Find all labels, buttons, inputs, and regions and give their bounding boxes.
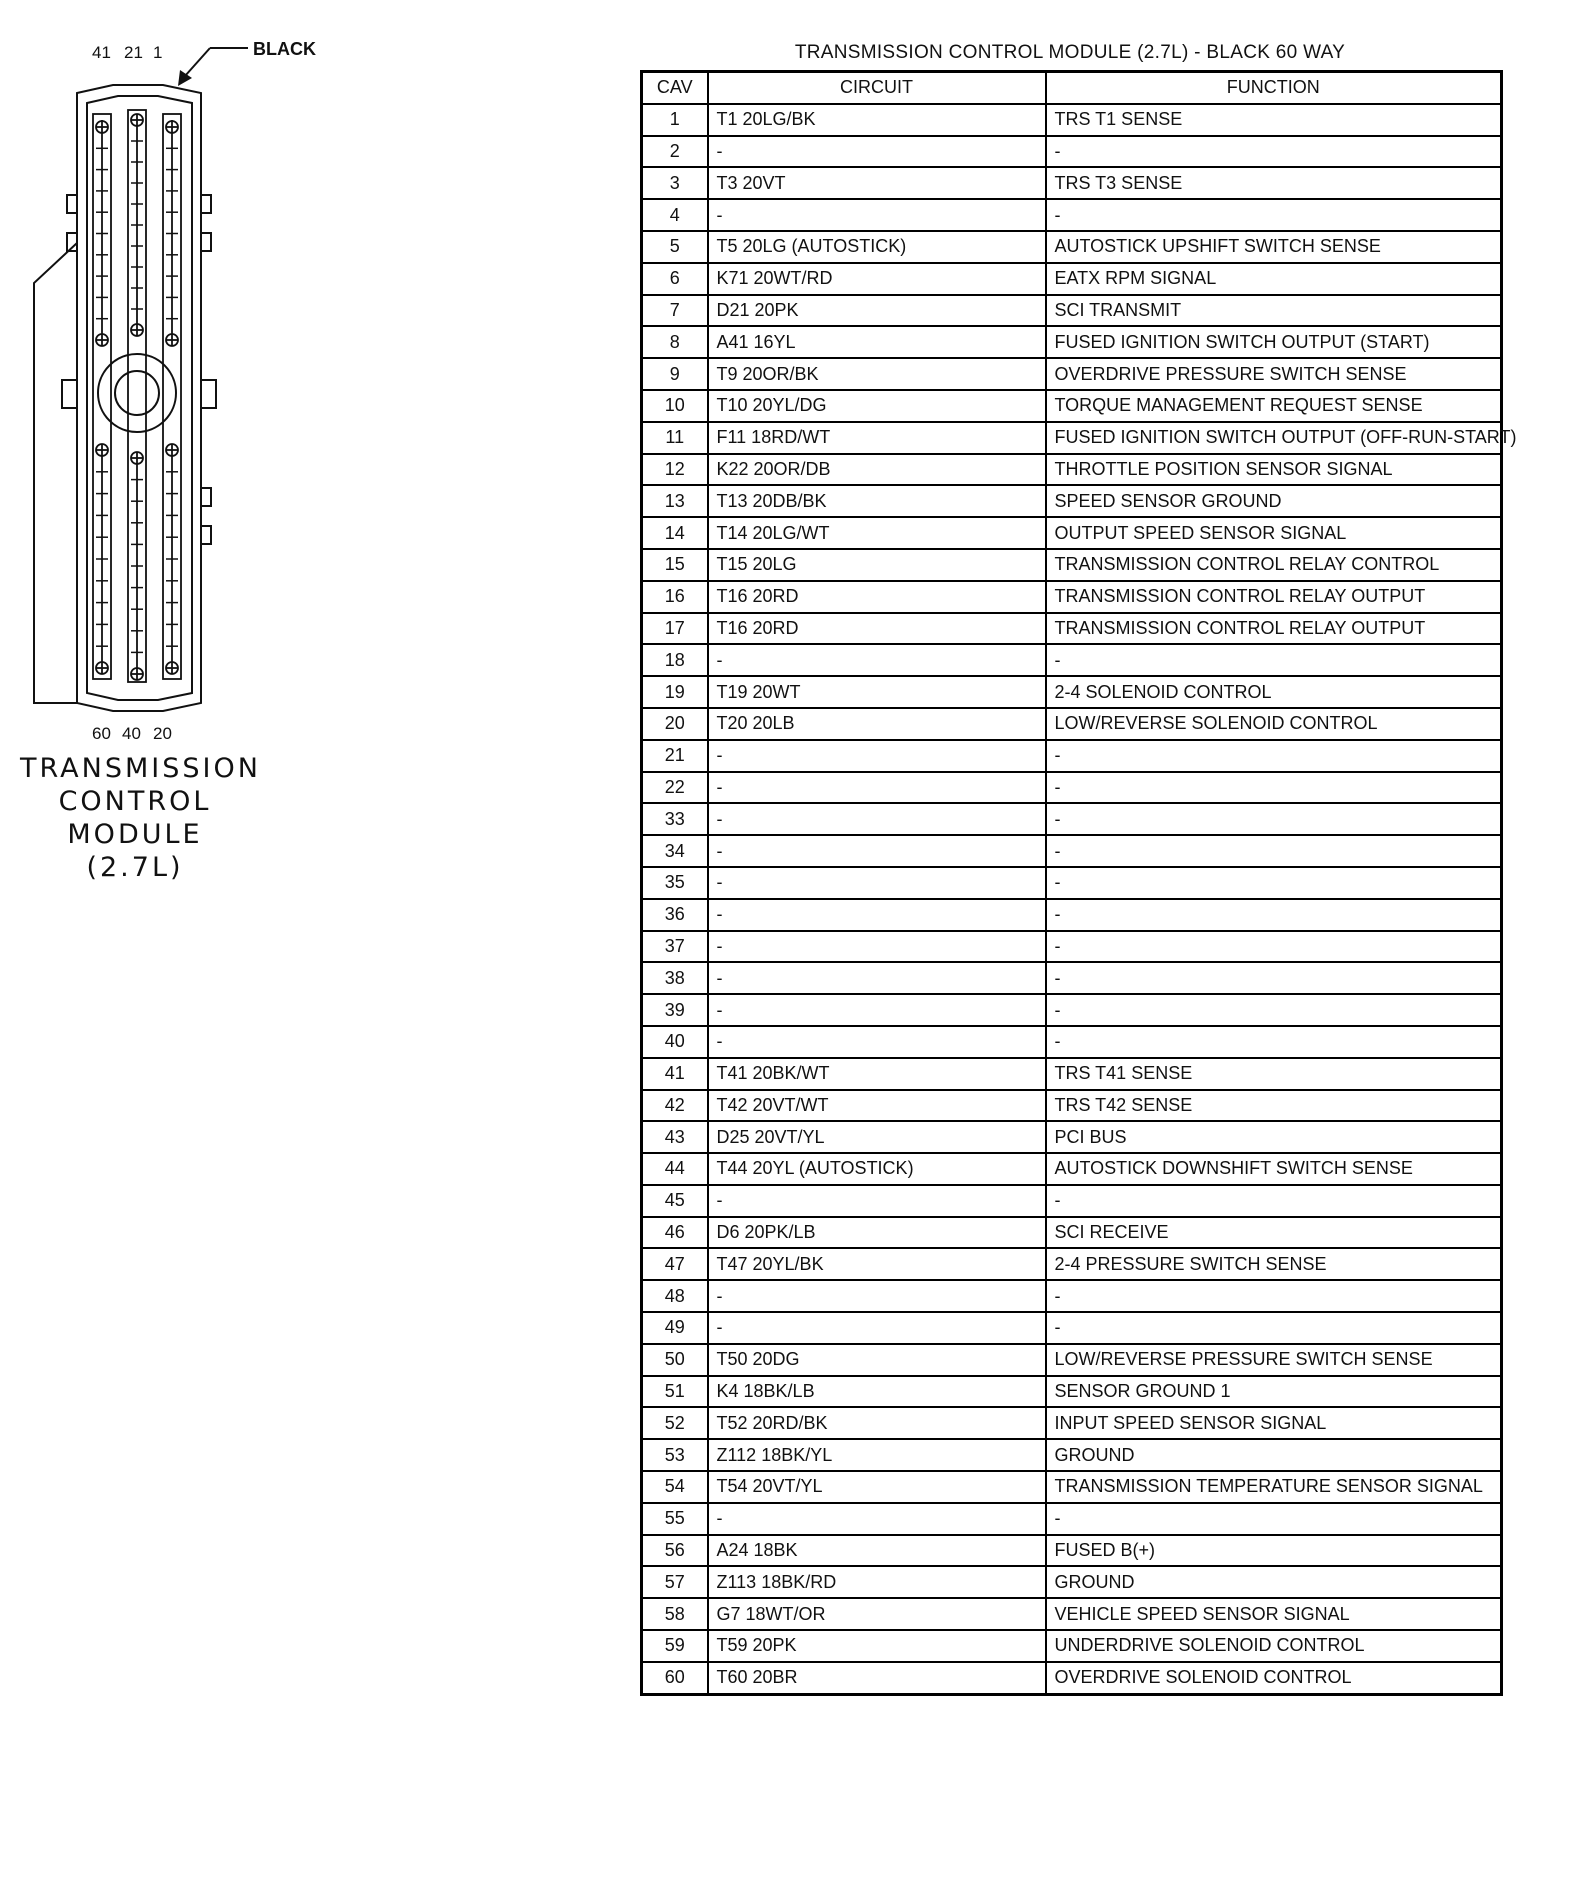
cav-cell: 39	[642, 994, 708, 1026]
cav-cell: 54	[642, 1471, 708, 1503]
cav-cell: 60	[642, 1662, 708, 1694]
cav-cell: 3	[642, 167, 708, 199]
cav-cell: 53	[642, 1439, 708, 1471]
circuit-cell: Z113 18BK/RD	[708, 1566, 1046, 1598]
circuit-cell: -	[708, 1280, 1046, 1312]
function-cell: -	[1046, 931, 1502, 963]
cav-cell: 22	[642, 772, 708, 804]
caption-line-3: MODULE	[67, 819, 203, 850]
table-row	[642, 1248, 1502, 1280]
table-row	[642, 835, 1502, 867]
cav-cell: 42	[642, 1090, 708, 1122]
circuit-cell: -	[708, 1503, 1046, 1535]
table-row	[642, 803, 1502, 835]
function-cell: -	[1046, 867, 1502, 899]
function-cell: AUTOSTICK DOWNSHIFT SWITCH SENSE	[1046, 1153, 1502, 1185]
circuit-cell: -	[708, 835, 1046, 867]
circuit-cell: -	[708, 1312, 1046, 1344]
circuit-cell: T13 20DB/BK	[708, 485, 1046, 517]
table-row	[642, 104, 1502, 136]
top-pin-label-41: 41	[92, 43, 111, 62]
connector-color-label: BLACK	[253, 39, 316, 59]
table-row	[642, 1217, 1502, 1249]
function-cell: FUSED B(+)	[1046, 1535, 1502, 1567]
function-cell: 2-4 SOLENOID CONTROL	[1046, 676, 1502, 708]
cav-cell: 10	[642, 390, 708, 422]
table-row	[642, 454, 1502, 486]
cav-cell: 2	[642, 136, 708, 168]
table-row	[642, 1407, 1502, 1439]
function-cell: SCI RECEIVE	[1046, 1217, 1502, 1249]
circuit-cell: T50 20DG	[708, 1344, 1046, 1376]
function-cell: -	[1046, 899, 1502, 931]
table-row	[642, 613, 1502, 645]
circuit-cell: T5 20LG (AUTOSTICK)	[708, 231, 1046, 263]
function-cell: TRS T42 SENSE	[1046, 1090, 1502, 1122]
table-row	[642, 676, 1502, 708]
cav-cell: 11	[642, 422, 708, 454]
header-circuit: CIRCUIT	[708, 72, 1046, 104]
cav-cell: 21	[642, 740, 708, 772]
table-row	[642, 167, 1502, 199]
connector-body	[34, 85, 216, 711]
circuit-cell: T15 20LG	[708, 549, 1046, 581]
circuit-cell: -	[708, 740, 1046, 772]
function-cell: TRS T41 SENSE	[1046, 1058, 1502, 1090]
cav-cell: 59	[642, 1630, 708, 1662]
pin-columns	[93, 110, 181, 682]
circuit-cell: T3 20VT	[708, 167, 1046, 199]
table-row	[642, 1376, 1502, 1408]
circuit-cell: -	[708, 867, 1046, 899]
function-cell: VEHICLE SPEED SENSOR SIGNAL	[1046, 1598, 1502, 1630]
table-row	[642, 390, 1502, 422]
table-row	[642, 1344, 1502, 1376]
table-row	[642, 295, 1502, 327]
bottom-pin-label-20: 20	[153, 724, 172, 743]
table-row	[642, 1090, 1502, 1122]
circuit-cell: T41 20BK/WT	[708, 1058, 1046, 1090]
table-row	[642, 1662, 1502, 1694]
function-cell: 2-4 PRESSURE SWITCH SENSE	[1046, 1248, 1502, 1280]
cav-cell: 46	[642, 1217, 708, 1249]
pinout-table	[640, 70, 1517, 1696]
cav-cell: 1	[642, 104, 708, 136]
bottom-pin-label-40: 40	[122, 724, 141, 743]
circuit-cell: A41 16YL	[708, 326, 1046, 358]
table-row	[642, 1058, 1502, 1090]
table-row	[642, 1312, 1502, 1344]
function-cell: TRS T3 SENSE	[1046, 167, 1502, 199]
table-row	[642, 1280, 1502, 1312]
cav-cell: 16	[642, 581, 708, 613]
function-cell: OVERDRIVE SOLENOID CONTROL	[1046, 1662, 1502, 1694]
table-row	[642, 867, 1502, 899]
table-row	[642, 708, 1502, 740]
cav-cell: 58	[642, 1598, 708, 1630]
table-title: TRANSMISSION CONTROL MODULE (2.7L) - BLACK 60 WAY	[794, 42, 1346, 63]
circuit-cell: T20 20LB	[708, 708, 1046, 740]
connector-diagram	[20, 30, 320, 743]
cav-cell: 35	[642, 867, 708, 899]
function-cell: UNDERDRIVE SOLENOID CONTROL	[1046, 1630, 1502, 1662]
circuit-cell: A24 18BK	[708, 1535, 1046, 1567]
function-cell: PCI BUS	[1046, 1121, 1502, 1153]
function-cell: TRANSMISSION CONTROL RELAY CONTROL	[1046, 549, 1502, 581]
caption-line-4: (2.7L)	[86, 852, 184, 883]
color-pointer-arrow	[178, 48, 248, 86]
circuit-cell: T60 20BR	[708, 1662, 1046, 1694]
circuit-cell: -	[708, 1185, 1046, 1217]
circuit-cell: -	[708, 994, 1046, 1026]
table-row	[642, 931, 1502, 963]
table-row	[642, 1121, 1502, 1153]
header-function: FUNCTION	[1046, 72, 1502, 104]
cav-cell: 6	[642, 263, 708, 295]
function-cell: FUSED IGNITION SWITCH OUTPUT (OFF-RUN-START)	[1046, 422, 1502, 454]
function-cell: EATX RPM SIGNAL	[1046, 263, 1502, 295]
cav-cell: 55	[642, 1503, 708, 1535]
caption-line-2: CONTROL	[58, 786, 212, 817]
cav-cell: 8	[642, 326, 708, 358]
table-row	[642, 962, 1502, 994]
top-pin-label-21: 21	[124, 43, 143, 62]
function-cell: LOW/REVERSE SOLENOID CONTROL	[1046, 708, 1502, 740]
function-cell: GROUND	[1046, 1566, 1502, 1598]
function-cell: -	[1046, 644, 1502, 676]
circuit-cell: T44 20YL (AUTOSTICK)	[708, 1153, 1046, 1185]
circuit-cell: K22 20OR/DB	[708, 454, 1046, 486]
table-row	[642, 358, 1502, 390]
table-row	[642, 1503, 1502, 1535]
table-header-row	[642, 72, 1502, 104]
table-row	[642, 1439, 1502, 1471]
caption-line-1: TRANSMISSION	[20, 753, 261, 784]
function-cell: FUSED IGNITION SWITCH OUTPUT (START)	[1046, 326, 1502, 358]
cav-cell: 34	[642, 835, 708, 867]
table-row	[642, 1471, 1502, 1503]
function-cell: SPEED SENSOR GROUND	[1046, 485, 1502, 517]
cav-cell: 41	[642, 1058, 708, 1090]
circuit-cell: -	[708, 136, 1046, 168]
circuit-cell: K71 20WT/RD	[708, 263, 1046, 295]
circuit-cell: T10 20YL/DG	[708, 390, 1046, 422]
cav-cell: 7	[642, 295, 708, 327]
function-cell: -	[1046, 1503, 1502, 1535]
cav-cell: 47	[642, 1248, 708, 1280]
function-cell: SENSOR GROUND 1	[1046, 1376, 1502, 1408]
function-cell: -	[1046, 1312, 1502, 1344]
function-cell: -	[1046, 803, 1502, 835]
circuit-cell: T16 20RD	[708, 613, 1046, 645]
table-row	[642, 1598, 1502, 1630]
table-row	[642, 1535, 1502, 1567]
cav-cell: 43	[642, 1121, 708, 1153]
table-row	[642, 199, 1502, 231]
circuit-cell: T42 20VT/WT	[708, 1090, 1046, 1122]
circuit-cell: D6 20PK/LB	[708, 1217, 1046, 1249]
function-cell: -	[1046, 962, 1502, 994]
table-row	[642, 517, 1502, 549]
circuit-cell: T52 20RD/BK	[708, 1407, 1046, 1439]
table-row	[642, 899, 1502, 931]
table-row	[642, 422, 1502, 454]
circuit-cell: G7 18WT/OR	[708, 1598, 1046, 1630]
table-row	[642, 644, 1502, 676]
function-cell: -	[1046, 136, 1502, 168]
cav-cell: 48	[642, 1280, 708, 1312]
cav-cell: 52	[642, 1407, 708, 1439]
cav-cell: 17	[642, 613, 708, 645]
function-cell: -	[1046, 994, 1502, 1026]
cav-cell: 50	[642, 1344, 708, 1376]
function-cell: THROTTLE POSITION SENSOR SIGNAL	[1046, 454, 1502, 486]
table-row	[642, 1630, 1502, 1662]
function-cell: -	[1046, 1280, 1502, 1312]
module-caption	[20, 752, 261, 884]
function-cell: TORQUE MANAGEMENT REQUEST SENSE	[1046, 390, 1502, 422]
cav-cell: 37	[642, 931, 708, 963]
table-row	[642, 485, 1502, 517]
cav-cell: 4	[642, 199, 708, 231]
header-cav: CAV	[642, 72, 708, 104]
circuit-cell: T16 20RD	[708, 581, 1046, 613]
cav-cell: 56	[642, 1535, 708, 1567]
function-cell: -	[1046, 772, 1502, 804]
table-row	[642, 549, 1502, 581]
function-cell: GROUND	[1046, 1439, 1502, 1471]
function-cell: TRANSMISSION CONTROL RELAY OUTPUT	[1046, 581, 1502, 613]
table-row	[642, 740, 1502, 772]
table-row	[642, 231, 1502, 263]
cav-cell: 40	[642, 1026, 708, 1058]
circuit-cell: D21 20PK	[708, 295, 1046, 327]
cav-cell: 14	[642, 517, 708, 549]
table-row	[642, 1026, 1502, 1058]
function-cell: -	[1046, 835, 1502, 867]
circuit-cell: T14 20LG/WT	[708, 517, 1046, 549]
cav-cell: 33	[642, 803, 708, 835]
function-cell: OUTPUT SPEED SENSOR SIGNAL	[1046, 517, 1502, 549]
cav-cell: 49	[642, 1312, 708, 1344]
function-cell: -	[1046, 740, 1502, 772]
cav-cell: 45	[642, 1185, 708, 1217]
circuit-cell: -	[708, 899, 1046, 931]
circuit-cell: K4 18BK/LB	[708, 1376, 1046, 1408]
circuit-cell: -	[708, 644, 1046, 676]
table-row	[642, 772, 1502, 804]
function-cell: INPUT SPEED SENSOR SIGNAL	[1046, 1407, 1502, 1439]
table-row	[642, 1566, 1502, 1598]
cav-cell: 12	[642, 454, 708, 486]
table-row	[642, 1153, 1502, 1185]
cav-cell: 9	[642, 358, 708, 390]
table-row	[642, 263, 1502, 295]
top-pin-label-1: 1	[153, 43, 163, 62]
cav-cell: 38	[642, 962, 708, 994]
circuit-cell: T9 20OR/BK	[708, 358, 1046, 390]
function-cell: TRANSMISSION TEMPERATURE SENSOR SIGNAL	[1046, 1471, 1502, 1503]
function-cell: -	[1046, 1026, 1502, 1058]
cav-cell: 36	[642, 899, 708, 931]
cav-cell: 18	[642, 644, 708, 676]
circuit-cell: T47 20YL/BK	[708, 1248, 1046, 1280]
function-cell: -	[1046, 1185, 1502, 1217]
function-cell: AUTOSTICK UPSHIFT SWITCH SENSE	[1046, 231, 1502, 263]
circuit-cell: -	[708, 931, 1046, 963]
table-row	[642, 136, 1502, 168]
cav-cell: 15	[642, 549, 708, 581]
cav-cell: 57	[642, 1566, 708, 1598]
cav-cell: 19	[642, 676, 708, 708]
circuit-cell: -	[708, 803, 1046, 835]
function-cell: OVERDRIVE PRESSURE SWITCH SENSE	[1046, 358, 1502, 390]
table-row	[642, 326, 1502, 358]
table-row	[642, 994, 1502, 1026]
cav-cell: 51	[642, 1376, 708, 1408]
circuit-cell: -	[708, 1026, 1046, 1058]
cav-cell: 20	[642, 708, 708, 740]
circuit-cell: Z112 18BK/YL	[708, 1439, 1046, 1471]
cav-cell: 5	[642, 231, 708, 263]
circuit-cell: T59 20PK	[708, 1630, 1046, 1662]
function-cell: TRS T1 SENSE	[1046, 104, 1502, 136]
function-cell: SCI TRANSMIT	[1046, 295, 1502, 327]
circuit-cell: T1 20LG/BK	[708, 104, 1046, 136]
function-cell: -	[1046, 199, 1502, 231]
circuit-cell: T19 20WT	[708, 676, 1046, 708]
cav-cell: 44	[642, 1153, 708, 1185]
circuit-cell: F11 18RD/WT	[708, 422, 1046, 454]
bottom-pin-label-60: 60	[92, 724, 111, 743]
circuit-cell: T54 20VT/YL	[708, 1471, 1046, 1503]
circuit-cell: -	[708, 962, 1046, 994]
function-cell: TRANSMISSION CONTROL RELAY OUTPUT	[1046, 613, 1502, 645]
table-row	[642, 1185, 1502, 1217]
function-cell: LOW/REVERSE PRESSURE SWITCH SENSE	[1046, 1344, 1502, 1376]
circuit-cell: D25 20VT/YL	[708, 1121, 1046, 1153]
circuit-cell: -	[708, 772, 1046, 804]
circuit-cell: -	[708, 199, 1046, 231]
table-row	[642, 581, 1502, 613]
cav-cell: 13	[642, 485, 708, 517]
